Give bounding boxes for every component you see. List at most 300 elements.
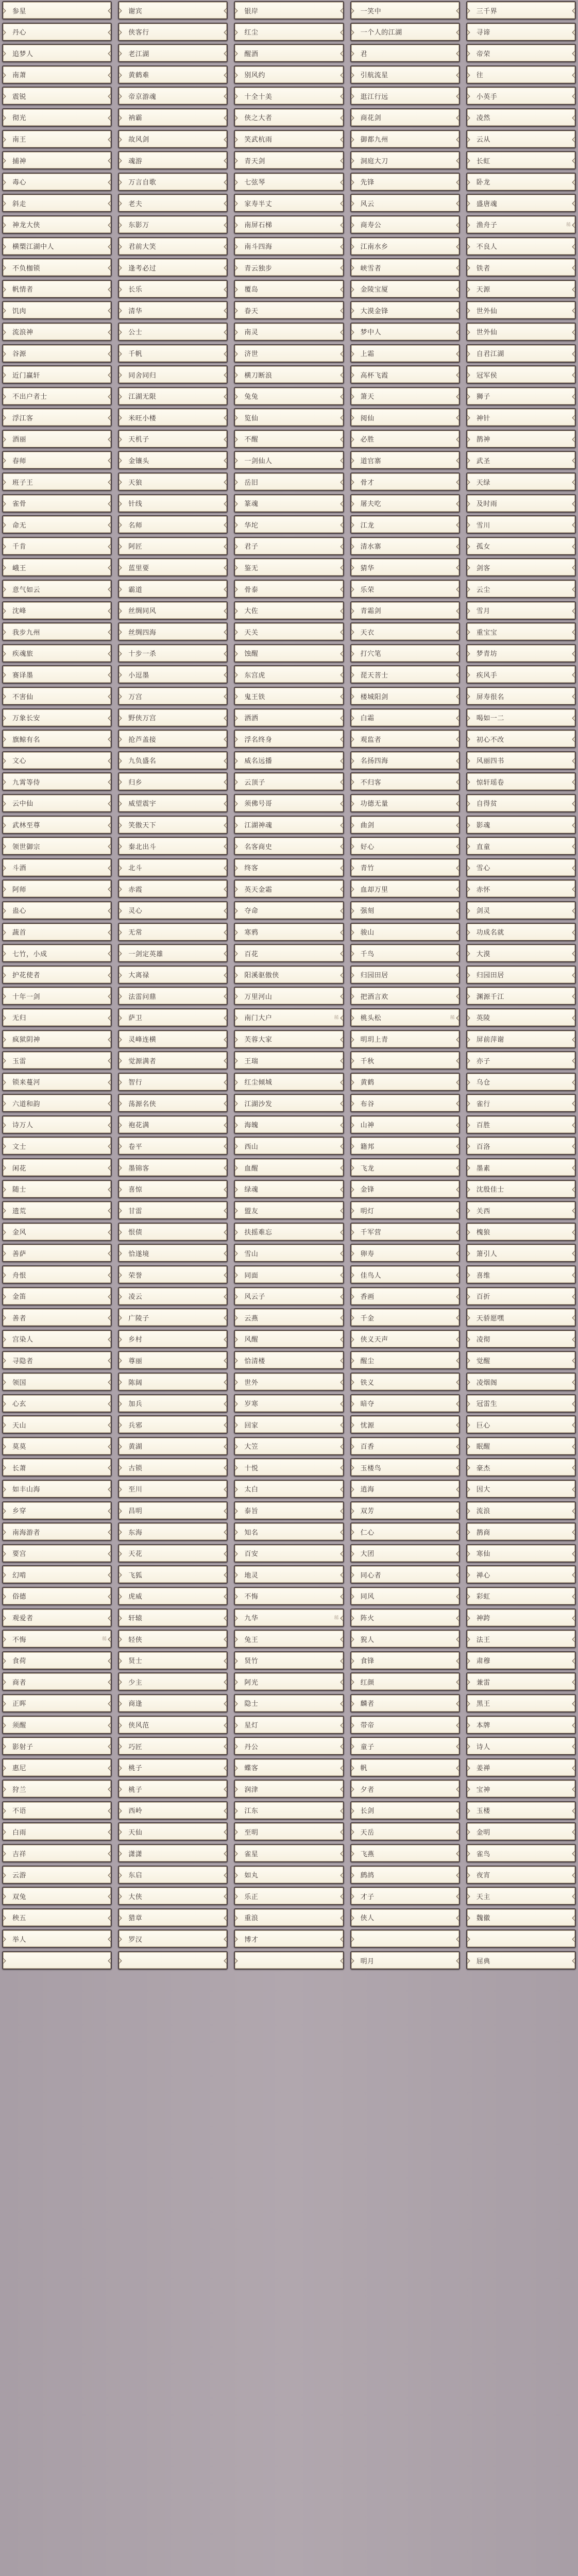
title-option[interactable] [466, 858, 576, 877]
title-option[interactable] [466, 1372, 576, 1391]
title-option[interactable] [2, 1, 112, 20]
title-option[interactable] [234, 1866, 344, 1884]
title-option[interactable] [2, 665, 112, 684]
title-option[interactable] [2, 1716, 112, 1734]
title-option[interactable] [350, 965, 460, 984]
title-option[interactable] [234, 665, 344, 684]
title-option[interactable] [350, 1780, 460, 1798]
title-option[interactable] [466, 108, 576, 127]
title-option[interactable] [466, 730, 576, 748]
title-option[interactable] [466, 1630, 576, 1648]
title-option[interactable] [2, 323, 112, 341]
title-option[interactable] [466, 687, 576, 705]
title-option[interactable] [234, 1330, 344, 1348]
title-option[interactable] [118, 430, 228, 448]
title-option[interactable] [2, 87, 112, 105]
title-option[interactable] [466, 151, 576, 170]
title-option[interactable] [2, 387, 112, 405]
title-option[interactable] [118, 472, 228, 491]
title-option[interactable] [350, 1822, 460, 1841]
title-option[interactable] [118, 365, 228, 384]
title-option[interactable] [118, 816, 228, 834]
title-option[interactable] [118, 1844, 228, 1862]
title-option[interactable] [234, 1565, 344, 1584]
title-option[interactable] [350, 1844, 460, 1862]
title-option[interactable] [350, 794, 460, 812]
title-option[interactable] [234, 1716, 344, 1734]
title-option[interactable] [118, 1758, 228, 1777]
title-option[interactable] [118, 558, 228, 577]
title-option[interactable] [350, 1672, 460, 1691]
title-option[interactable] [234, 1372, 344, 1391]
title-option[interactable] [2, 730, 112, 748]
title-option[interactable] [234, 87, 344, 105]
title-option[interactable] [234, 1030, 344, 1048]
title-option[interactable] [234, 537, 344, 555]
title-option[interactable] [2, 1929, 112, 1948]
title-option[interactable] [118, 1, 228, 20]
title-option[interactable] [466, 1780, 576, 1798]
title-option[interactable] [466, 258, 576, 277]
title-option[interactable] [234, 1737, 344, 1755]
title-option[interactable] [350, 923, 460, 941]
title-option[interactable] [350, 494, 460, 513]
title-option[interactable] [350, 1265, 460, 1284]
title-option[interactable] [350, 430, 460, 448]
title-option[interactable] [2, 794, 112, 812]
title-option[interactable] [118, 1030, 228, 1048]
title-option[interactable] [2, 258, 112, 277]
title-option[interactable] [466, 323, 576, 341]
title-option[interactable] [118, 622, 228, 641]
title-option[interactable] [466, 751, 576, 770]
title-option[interactable] [466, 816, 576, 834]
title-option[interactable] [118, 1158, 228, 1177]
title-option[interactable] [350, 1, 460, 20]
title-option[interactable] [2, 1437, 112, 1455]
title-option[interactable] [118, 1501, 228, 1520]
title-option[interactable] [350, 1565, 460, 1584]
title-option[interactable] [118, 280, 228, 298]
title-option[interactable] [466, 794, 576, 812]
title-option[interactable] [350, 1051, 460, 1070]
title-option[interactable] [2, 1094, 112, 1112]
title-option[interactable] [466, 1608, 576, 1627]
title-option[interactable] [466, 965, 576, 984]
title-option[interactable] [466, 558, 576, 577]
title-option[interactable] [118, 1672, 228, 1691]
title-option[interactable] [2, 494, 112, 513]
title-option[interactable] [350, 751, 460, 770]
title-option[interactable] [2, 1822, 112, 1841]
title-option[interactable] [466, 1158, 576, 1177]
title-option[interactable] [234, 1094, 344, 1112]
title-option[interactable] [2, 301, 112, 319]
title-option[interactable] [2, 1008, 112, 1027]
title-option[interactable] [2, 1458, 112, 1477]
title-option[interactable] [2, 1287, 112, 1306]
title-option[interactable] [118, 301, 228, 319]
title-option[interactable] [350, 301, 460, 319]
title-option[interactable] [234, 515, 344, 534]
title-option[interactable] [2, 1351, 112, 1369]
title-option[interactable] [466, 23, 576, 41]
title-option[interactable] [350, 1008, 460, 1027]
title-option[interactable] [118, 794, 228, 812]
title-option[interactable] [350, 1158, 460, 1177]
title-option[interactable] [466, 1929, 576, 1948]
title-option[interactable] [118, 987, 228, 1005]
title-option[interactable] [2, 751, 112, 770]
title-option[interactable] [350, 65, 460, 84]
title-option[interactable] [234, 1951, 344, 1970]
title-option[interactable] [2, 601, 112, 620]
title-option[interactable] [118, 23, 228, 41]
title-option[interactable] [234, 65, 344, 84]
title-option[interactable] [234, 923, 344, 941]
title-option[interactable] [118, 901, 228, 920]
title-option[interactable] [466, 1480, 576, 1498]
title-option[interactable] [350, 816, 460, 834]
title-option[interactable] [466, 901, 576, 920]
title-option[interactable] [234, 1437, 344, 1455]
title-option[interactable] [2, 944, 112, 962]
title-option[interactable] [2, 1694, 112, 1713]
title-option[interactable] [2, 1630, 112, 1648]
title-option[interactable] [2, 1587, 112, 1605]
title-option[interactable] [118, 1244, 228, 1262]
title-option[interactable] [350, 858, 460, 877]
title-option[interactable] [350, 1866, 460, 1884]
title-option[interactable] [466, 237, 576, 256]
title-option[interactable] [2, 1201, 112, 1219]
title-option[interactable] [234, 1522, 344, 1541]
title-option[interactable] [118, 730, 228, 748]
title-option[interactable] [350, 1608, 460, 1627]
title-option[interactable] [118, 1651, 228, 1670]
title-option[interactable] [350, 472, 460, 491]
title-option[interactable] [2, 1651, 112, 1670]
title-option[interactable] [466, 1265, 576, 1284]
title-option[interactable] [118, 1608, 228, 1627]
title-option[interactable] [2, 901, 112, 920]
title-option[interactable] [466, 944, 576, 962]
title-option[interactable] [466, 879, 576, 898]
title-option[interactable] [234, 1608, 344, 1627]
title-option[interactable] [234, 1887, 344, 1905]
title-option[interactable] [350, 1073, 460, 1091]
title-option[interactable] [350, 665, 460, 684]
title-option[interactable] [350, 987, 460, 1005]
title-option[interactable] [234, 1672, 344, 1691]
title-option[interactable] [350, 1137, 460, 1155]
title-option[interactable] [2, 1115, 112, 1134]
title-option[interactable] [350, 151, 460, 170]
title-option[interactable] [234, 451, 344, 469]
title-option[interactable] [234, 237, 344, 256]
title-option[interactable] [118, 1394, 228, 1413]
title-option[interactable] [2, 215, 112, 234]
title-option[interactable] [2, 1608, 112, 1627]
title-option[interactable] [350, 1458, 460, 1477]
title-option[interactable] [234, 1287, 344, 1306]
title-option[interactable] [2, 837, 112, 855]
title-option[interactable] [234, 1630, 344, 1648]
title-option[interactable] [350, 1908, 460, 1927]
title-option[interactable] [118, 65, 228, 84]
title-option[interactable] [350, 1372, 460, 1391]
title-option[interactable] [466, 1716, 576, 1734]
title-option[interactable] [2, 1758, 112, 1777]
title-option[interactable] [234, 601, 344, 620]
title-option[interactable] [234, 23, 344, 41]
title-option[interactable] [350, 580, 460, 598]
title-option[interactable] [234, 1651, 344, 1670]
title-option[interactable] [350, 622, 460, 641]
title-option[interactable] [350, 1587, 460, 1605]
title-option[interactable] [466, 430, 576, 448]
title-option[interactable] [234, 1758, 344, 1777]
title-option[interactable] [350, 44, 460, 62]
title-option[interactable] [350, 1801, 460, 1820]
title-option[interactable] [234, 1908, 344, 1927]
title-option[interactable] [118, 944, 228, 962]
title-option[interactable] [234, 1201, 344, 1219]
title-option[interactable] [350, 237, 460, 256]
title-option[interactable] [2, 1415, 112, 1434]
title-option[interactable] [234, 344, 344, 363]
title-option[interactable] [466, 1844, 576, 1862]
title-option[interactable] [350, 408, 460, 427]
title-option[interactable] [118, 965, 228, 984]
title-option[interactable] [234, 1694, 344, 1713]
title-option[interactable] [2, 708, 112, 727]
title-option[interactable] [350, 1287, 460, 1306]
title-option[interactable] [118, 1372, 228, 1391]
title-option[interactable] [466, 644, 576, 663]
title-option[interactable] [234, 1073, 344, 1091]
title-option[interactable] [118, 1780, 228, 1798]
title-option[interactable] [2, 130, 112, 148]
title-option[interactable] [2, 1180, 112, 1198]
title-option[interactable] [466, 494, 576, 513]
title-option[interactable] [234, 387, 344, 405]
title-option[interactable] [118, 344, 228, 363]
title-option[interactable] [350, 323, 460, 341]
title-option[interactable] [2, 108, 112, 127]
title-option[interactable] [2, 537, 112, 555]
title-option[interactable] [466, 1522, 576, 1541]
title-option[interactable] [2, 1265, 112, 1284]
title-option[interactable] [466, 1951, 576, 1970]
title-option[interactable] [234, 108, 344, 127]
title-option[interactable] [350, 215, 460, 234]
title-option[interactable] [350, 1415, 460, 1434]
title-option[interactable] [2, 987, 112, 1005]
title-option[interactable] [234, 1158, 344, 1177]
title-option[interactable] [118, 408, 228, 427]
title-option[interactable] [118, 387, 228, 405]
title-option[interactable] [350, 1716, 460, 1734]
title-option[interactable] [118, 515, 228, 534]
title-option[interactable] [118, 1951, 228, 1970]
title-option[interactable] [118, 1480, 228, 1498]
title-option[interactable] [350, 1094, 460, 1112]
title-option[interactable] [234, 687, 344, 705]
title-option[interactable] [350, 1223, 460, 1241]
title-option[interactable] [350, 944, 460, 962]
title-option[interactable] [350, 173, 460, 191]
title-option[interactable] [466, 472, 576, 491]
title-option[interactable] [350, 108, 460, 127]
title-option[interactable] [118, 451, 228, 469]
title-option[interactable] [118, 837, 228, 855]
title-option[interactable] [118, 87, 228, 105]
title-option[interactable] [350, 1887, 460, 1905]
title-option[interactable] [234, 794, 344, 812]
title-option[interactable] [466, 1672, 576, 1691]
title-option[interactable] [118, 601, 228, 620]
title-option[interactable] [2, 408, 112, 427]
title-option[interactable] [466, 537, 576, 555]
title-option[interactable] [2, 365, 112, 384]
title-option[interactable] [2, 1866, 112, 1884]
title-option[interactable] [466, 1694, 576, 1713]
title-option[interactable] [350, 1929, 460, 1948]
title-option[interactable] [2, 194, 112, 212]
title-option[interactable] [2, 687, 112, 705]
title-option[interactable] [118, 1265, 228, 1284]
title-option[interactable] [234, 301, 344, 319]
title-option[interactable] [118, 923, 228, 941]
title-option[interactable] [350, 772, 460, 791]
title-option[interactable] [350, 344, 460, 363]
title-option[interactable] [118, 1630, 228, 1648]
title-option[interactable] [350, 537, 460, 555]
title-option[interactable] [234, 1929, 344, 1948]
title-option[interactable] [350, 1522, 460, 1541]
title-option[interactable] [118, 494, 228, 513]
title-option[interactable] [466, 1180, 576, 1198]
title-option[interactable] [2, 1394, 112, 1413]
title-option[interactable] [118, 1223, 228, 1241]
title-option[interactable] [466, 1651, 576, 1670]
title-option[interactable] [234, 472, 344, 491]
title-option[interactable] [466, 1308, 576, 1327]
title-option[interactable] [350, 1201, 460, 1219]
title-option[interactable] [466, 408, 576, 427]
title-option[interactable] [2, 1844, 112, 1862]
title-option[interactable] [234, 751, 344, 770]
title-option[interactable] [466, 1201, 576, 1219]
title-option[interactable] [234, 816, 344, 834]
title-option[interactable] [118, 1137, 228, 1155]
title-option[interactable] [350, 708, 460, 727]
title-option[interactable] [234, 1394, 344, 1413]
title-option[interactable] [466, 772, 576, 791]
title-option[interactable] [2, 1501, 112, 1520]
title-option[interactable] [350, 687, 460, 705]
title-option[interactable] [466, 1115, 576, 1134]
title-option[interactable] [466, 1137, 576, 1155]
title-option[interactable] [2, 1801, 112, 1820]
title-option[interactable] [466, 1287, 576, 1306]
title-option[interactable] [2, 173, 112, 191]
title-option[interactable] [118, 151, 228, 170]
title-option[interactable] [234, 901, 344, 920]
title-option[interactable] [466, 387, 576, 405]
title-option[interactable] [234, 1780, 344, 1798]
title-option[interactable] [234, 1801, 344, 1820]
title-option[interactable] [466, 215, 576, 234]
title-option[interactable] [234, 258, 344, 277]
title-option[interactable] [466, 1801, 576, 1820]
title-option[interactable] [350, 87, 460, 105]
title-option[interactable] [118, 1801, 228, 1820]
title-option[interactable] [350, 644, 460, 663]
title-option[interactable] [350, 1737, 460, 1755]
title-option[interactable] [466, 280, 576, 298]
title-option[interactable] [2, 1565, 112, 1584]
title-option[interactable] [234, 1501, 344, 1520]
title-option[interactable] [466, 1330, 576, 1348]
title-option[interactable] [466, 837, 576, 855]
title-option[interactable] [118, 258, 228, 277]
title-option[interactable] [350, 1630, 460, 1648]
title-option[interactable] [2, 430, 112, 448]
title-option[interactable] [118, 1073, 228, 1091]
title-option[interactable] [118, 708, 228, 727]
title-option[interactable] [118, 1822, 228, 1841]
title-option[interactable] [2, 1030, 112, 1048]
title-option[interactable] [2, 622, 112, 641]
title-option[interactable] [350, 901, 460, 920]
title-option[interactable] [350, 879, 460, 898]
title-option[interactable] [350, 1651, 460, 1670]
title-option[interactable] [466, 451, 576, 469]
title-option[interactable] [2, 1522, 112, 1541]
title-option[interactable] [118, 194, 228, 212]
title-option[interactable] [234, 879, 344, 898]
title-option[interactable] [118, 1544, 228, 1563]
title-option[interactable] [350, 1437, 460, 1455]
title-option[interactable] [350, 130, 460, 148]
title-option[interactable] [234, 130, 344, 148]
title-option[interactable] [466, 1, 576, 20]
title-option[interactable] [118, 879, 228, 898]
title-option[interactable] [350, 1030, 460, 1048]
title-option[interactable] [234, 708, 344, 727]
title-option[interactable] [118, 173, 228, 191]
title-option[interactable] [234, 1844, 344, 1862]
title-option[interactable] [118, 130, 228, 148]
title-option[interactable] [466, 1737, 576, 1755]
title-option[interactable] [2, 1308, 112, 1327]
title-option[interactable] [234, 173, 344, 191]
title-option[interactable] [466, 1394, 576, 1413]
title-option[interactable] [350, 1544, 460, 1563]
title-option[interactable] [350, 558, 460, 577]
title-option[interactable] [2, 1780, 112, 1798]
title-option[interactable] [234, 1308, 344, 1327]
title-option[interactable] [2, 280, 112, 298]
title-option[interactable] [234, 1587, 344, 1605]
title-option[interactable] [234, 44, 344, 62]
title-option[interactable] [234, 194, 344, 212]
title-option[interactable] [234, 1051, 344, 1070]
title-option[interactable] [2, 1951, 112, 1970]
title-option[interactable] [234, 580, 344, 598]
